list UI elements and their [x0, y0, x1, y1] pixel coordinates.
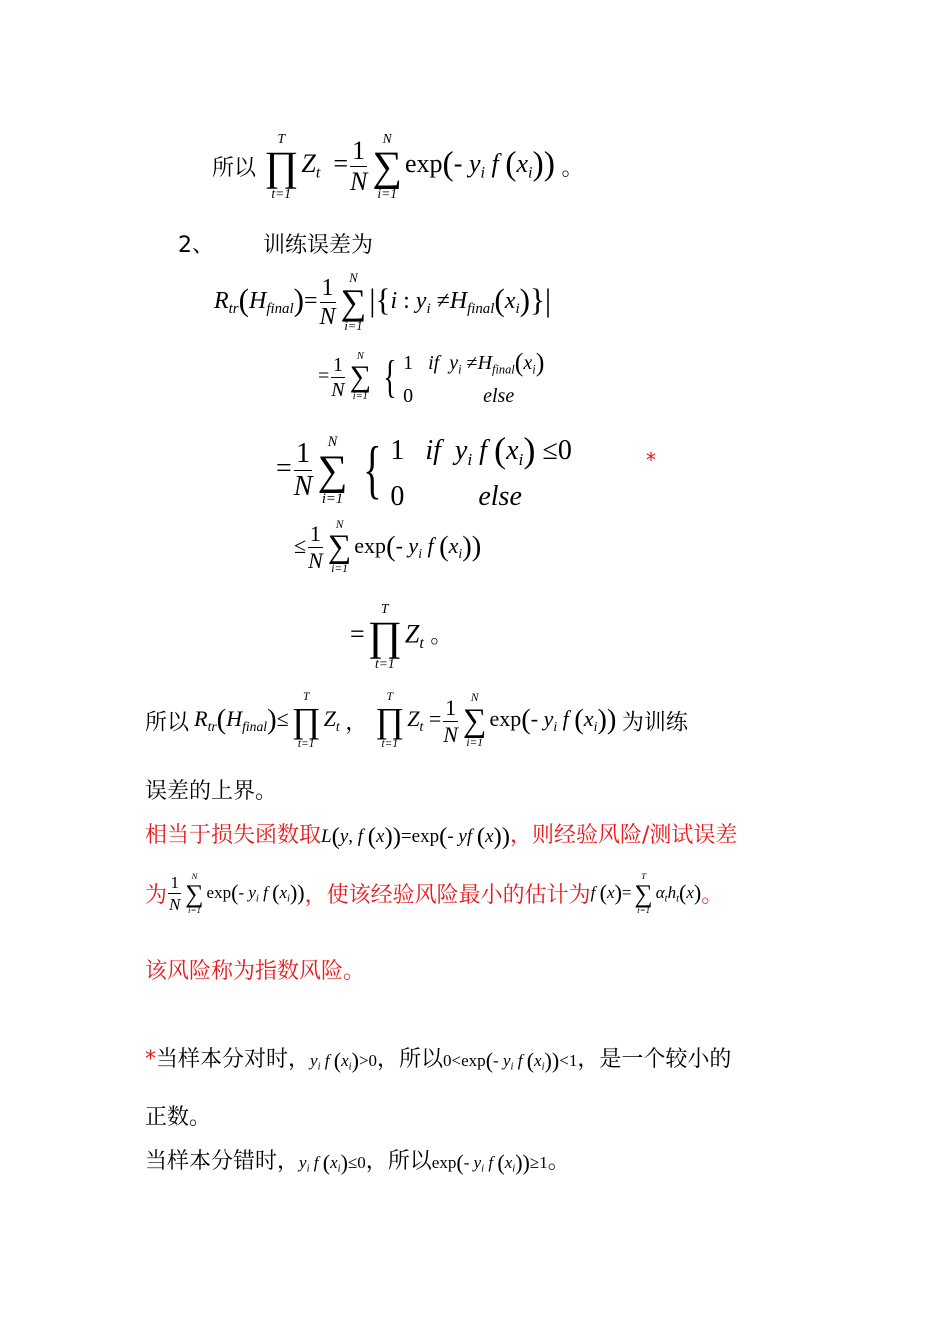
loss-text-a: 相当于损失函数取	[145, 823, 322, 848]
exponential-risk-text: 该风险称为指数风险。	[145, 959, 366, 984]
wrong-case-line	[145, 1144, 570, 1176]
loss-formula: L(y, f (x))=exp(- yf (x))	[321, 822, 510, 850]
correct-range-formula: 0<exp(- $y_i$ f $(x_i))<1$	[443, 1047, 578, 1073]
estimator-formula: f (x)= T ∑ t=1 $\alpha_th_t(x)$	[590, 871, 702, 916]
line1-prefix: 所以	[212, 155, 257, 181]
case-one-large: 1	[390, 435, 405, 467]
correct-case-line	[145, 1042, 731, 1074]
risk-text-b: ，使该经验风险最小的估计为	[304, 883, 591, 909]
section-title: 训练误差为	[263, 233, 374, 258]
correct-text-c: ，是一个较小的	[577, 1047, 732, 1072]
training-error-definition: $R_{tr}(H_{final})=$ $\frac{1}{N}$ N ∑ i=1 |{i : $y_i \ne H_{final}(x_i)\}|$	[214, 271, 552, 334]
star-footnote-marker: *	[646, 448, 656, 472]
conclusion-formula-identity: T ∏ t=1 $Z_t$ = $\frac{1}{N}$ N ∑ i=1 exp(- $y_i$ f $(x_i)$)	[375, 691, 617, 750]
risk-text-c: 。	[701, 883, 724, 909]
risk-text-a: 为	[145, 883, 168, 909]
exp-upper-bound: ≤ $\frac{1}{N}$ N ∑ i=1 exp(- $y_i$ f $(x_i)$)	[294, 519, 482, 576]
case-else: else	[483, 384, 515, 407]
wrong-text-a: 当样本分错时，	[145, 1149, 300, 1174]
conclusion-prefix: 所以	[145, 710, 190, 736]
line1-suffix: 。	[561, 155, 584, 181]
conclusion-line	[145, 692, 688, 750]
indicator-cases-large: = $\frac{1}{N}$ N ∑ i=1 { 1 if $y_i$ f $(x_i) \le 0$ 0 else	[276, 430, 572, 512]
wrong-text-b: ，所以	[365, 1149, 432, 1174]
loss-function-line	[145, 818, 737, 851]
wrong-text-c: 。	[547, 1149, 570, 1174]
case-if-large: if	[425, 435, 441, 467]
empirical-risk-line	[145, 872, 723, 915]
product-equality-suffix: 。	[430, 622, 453, 648]
section-number: 2、	[178, 233, 214, 258]
case-zero-large: 0	[390, 480, 405, 512]
wrong-range-formula: exp(- $y_i$ f $(x_i))\ge 1$	[431, 1149, 548, 1175]
correct-condition-formula: $y_i$ f $(x_i)>0$	[310, 1047, 378, 1073]
case-else-large: else	[478, 480, 522, 512]
product-identity-formula: T ∏ t=1 $Z_t$ = $\frac{1}{N}$ N ∑ i=1 exp(- $y_i$ f $(x_i)$)	[264, 131, 556, 202]
product-equality: = T ∏ t=1 $Z_t$ 。	[350, 601, 453, 672]
wrong-condition-formula: $y_i$ f $(x_i)\le 0$	[299, 1149, 366, 1175]
risk-formula: $\frac{1}{N}$ N ∑ i=1 exp(- $y_i$ f $(x_i)$)	[169, 871, 305, 916]
correct-text-a: 当样本分对时，	[156, 1047, 311, 1072]
line-product-identity	[212, 132, 584, 201]
conclusion-formula-bound: $R_{tr}(H_{final})\le$ T ∏ t=1 $Z_t$	[194, 691, 340, 750]
positive-number-text: 正数。	[145, 1105, 212, 1130]
section-2-heading	[178, 228, 373, 259]
note-star: *	[145, 1047, 156, 1072]
indicator-cases-small: = $\frac{1}{N}$ N ∑ i=1 { 1 if $y_i \ne H_{final}(x_i)$ 0 else	[318, 348, 545, 407]
conclusion-comma: ，	[345, 710, 368, 736]
loss-text-b: ，则经验风险/测试误差	[509, 823, 738, 848]
correct-text-b: ，所以	[377, 1047, 444, 1072]
case-one: 1	[403, 351, 414, 374]
conclusion-suffix: 为训练	[621, 710, 688, 736]
case-if: if	[428, 351, 440, 374]
upper-bound-text: 误差的上界。	[145, 779, 278, 804]
case-zero: 0	[403, 384, 414, 407]
